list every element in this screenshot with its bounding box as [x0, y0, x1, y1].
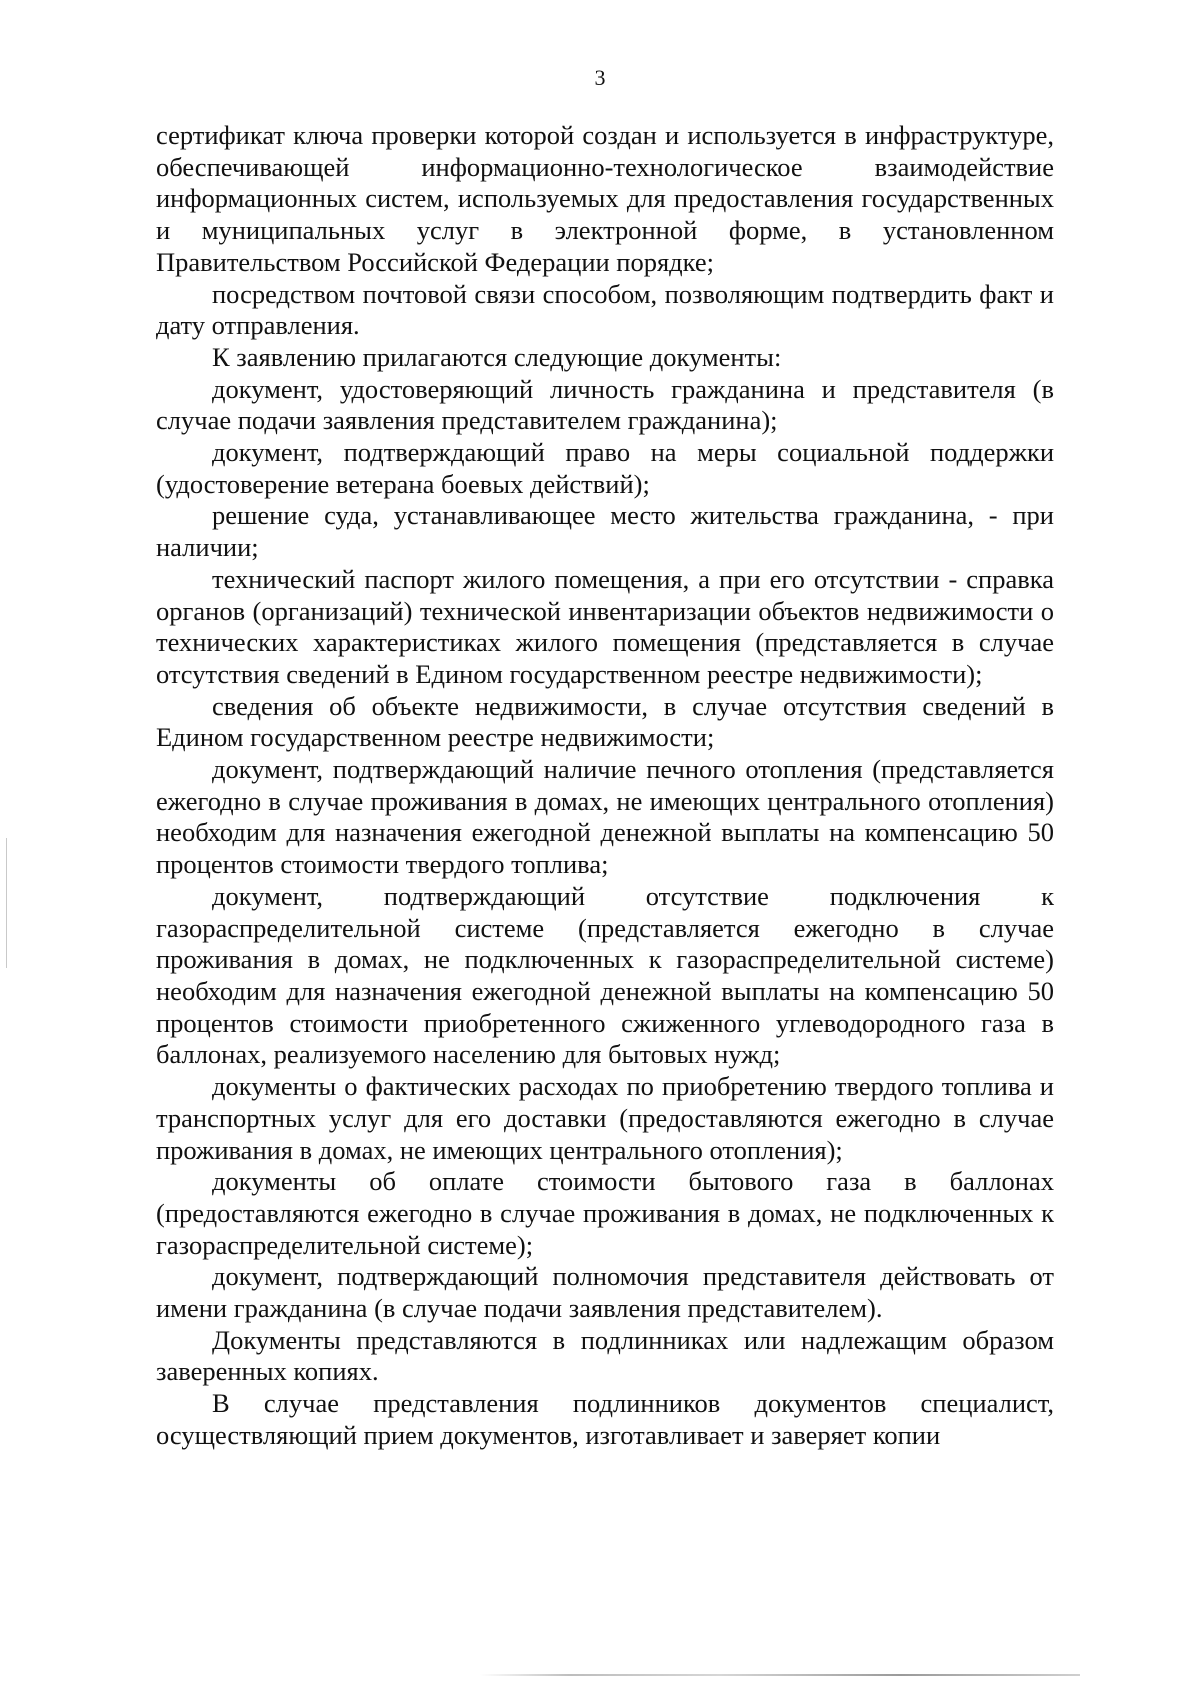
paragraph-real-estate-info: сведения об объекте недвижимости, в случае отсутствия сведений в Едином государственном реестре недвижимости;: [156, 690, 1054, 753]
scan-edge-mark: [6, 838, 7, 968]
paragraph-social-support-right: документ, подтверждающий право на меры социальной поддержки (удостоверение ветерана боевых действий);: [156, 437, 1054, 499]
scan-bottom-edge: [480, 1674, 1080, 1676]
paragraph-gas-payment: документы об оплате стоимости бытового газа в баллонах (предоставляются ежегодно в случае проживания в домах, не подключенных к газораспределительной системе);: [156, 1166, 1054, 1260]
paragraph-stove-heating: документ, подтверждающий наличие печного отопления (представляется ежегодно в случае проживания в домах, не имеющих центрального отопления) необходим для назначения ежегодной денежной выплаты на компенсацию 50 процентов стоимости твердого топлива;: [156, 754, 1054, 880]
paragraph-signature-certificate: сертификат ключа проверки которой создан и используется в инфраструктуре, обеспечивающей информационно-технологическое взаимодействие информационных систем, используемых для предоставления государственных и муниципальных услуг в электронной форме, в установленном Правительством Российской Федерации порядке;: [156, 120, 1054, 277]
paragraph-representative-authority: документ, подтверждающий полномочия представителя действовать от имени гражданина (в случае подачи заявления представителем).: [156, 1261, 1054, 1324]
paragraph-technical-passport: технический паспорт жилого помещения, а при его отсутствии - справка органов (организаций) технической инвентаризации объектов недвижимости о технических характеристиках жилого помещения (представляется в случае отсутствия сведений в Едином государственном реестре недвижимости);: [156, 563, 1054, 689]
page-number: 3: [594, 65, 606, 90]
paragraph-identity-document: документ, удостоверяющий личность гражданина и представителя (в случае подачи заявления представителем гражданина);: [156, 373, 1054, 436]
document-body: [156, 120, 1054, 1452]
paragraph-originals-or-copies: Документы представляются в подлинниках или надлежащим образом заверенных копиях.: [156, 1324, 1054, 1387]
paragraph-postal-delivery: посредством почтовой связи способом, позволяющим подтвердить факт и дату отправления.: [156, 278, 1054, 341]
paragraph-gas-disconnection: документ, подтверждающий отсутствие подключения к газораспределительной системе (представляется ежегодно в случае проживания в домах, не подключенных к газораспределительной системе) необходим для назначения ежегодной денежной выплаты на компенсацию 50 процентов стоимости приобретенного сжиженного углеводородного газа в баллонах, реализуемого населению для бытовых нужд;: [156, 880, 1054, 1070]
paragraph-court-decision: решение суда, устанавливающее место жительства гражданина, - при наличии;: [156, 500, 1054, 563]
paragraph-originals-copying: В случае представления подлинников документов специалист, осуществляющий прием документов, изготавливает и заверяет копии: [156, 1388, 1054, 1450]
paragraph-attached-documents-intro: К заявлению прилагаются следующие документы:: [212, 341, 782, 372]
paragraph-fuel-expenses: документы о фактических расходах по приобретению твердого топлива и транспортных услуг для его доставки (предоставляются ежегодно в случае проживания в домах, не имеющих центрального отопления);: [156, 1071, 1054, 1165]
